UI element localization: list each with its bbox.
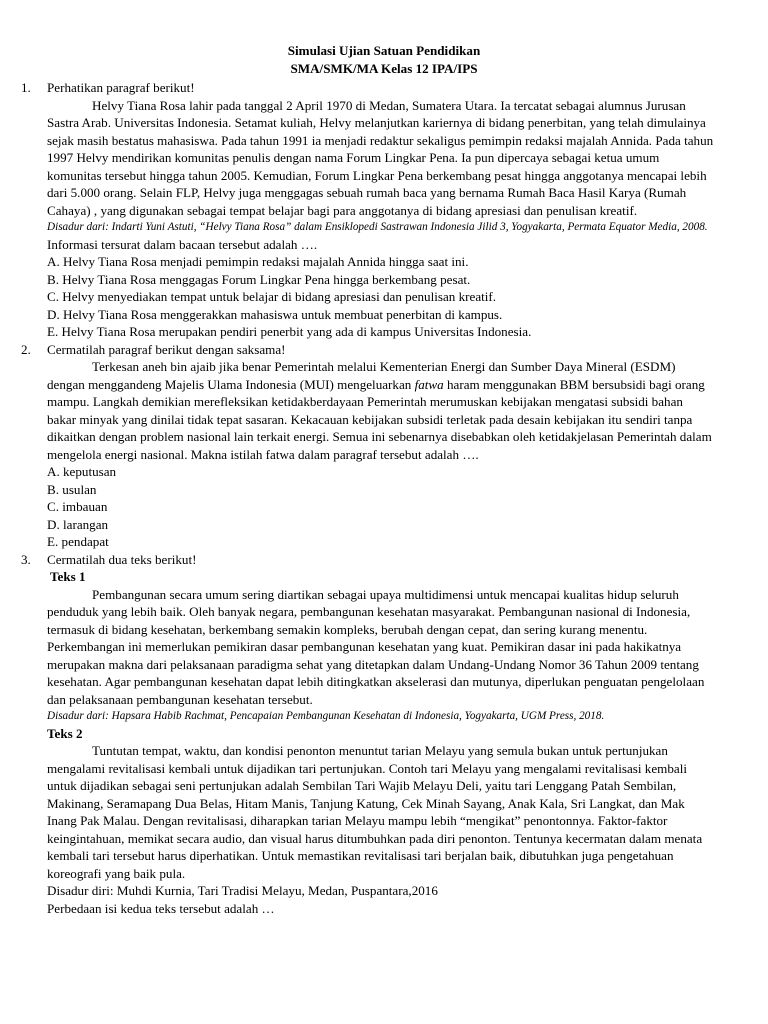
answer-option-c: C. Helvy menyediakan tempat untuk belajar di bidang apresiasi dan penulisan kreatif. bbox=[47, 289, 497, 304]
answer-option-c: C. imbauan bbox=[47, 499, 108, 514]
text-1-source: Disadur dari: Hapsara Habib Rachmat, Pencapaian Pembangunan Kesehatan di Indonesia, Yogyakarta, UGM Press, 2018. bbox=[47, 710, 605, 722]
answer-option-b: B. Helvy Tiana Rosa menggagas Forum Lingkar Pena hingga berkembang pesat. bbox=[47, 271, 471, 287]
question-list bbox=[21, 79, 715, 917]
answer-option-a: A. Helvy Tiana Rosa menjadi pemimpin redaksi majalah Annida hingga saat ini. bbox=[47, 254, 469, 269]
passage-text: haram menggunakan BBM bersubsidi bagi orang mampu. Langkah demikian merefleksikan ketidakberdayaan Pemerintah merumuskan kebijakan mengatasi subsidi bahan bakar minyak yang dinilai tidak tepat sasaran. Kekacauan kebijakan subsidi terletak pada desain kebijakan itu sendiri tanpa dikaitkan dengan problem nasional lain terkait energi. Semua ini sebenarnya disebabkan oleh ketidakjelasan Pemerintah dalam mengelola energi nasional. Makna istilah fatwa dalam paragraf tersebut adalah …. bbox=[47, 376, 712, 462]
question-text: Perbedaan isi kedua teks tersebut adalah … bbox=[47, 900, 275, 916]
question-prompt: Cermatilah dua teks berikut! bbox=[47, 551, 197, 567]
text-1-passage: Pembangunan secara umum sering diartikan sebagai upaya multidimensi untuk mencapai kualitas hidup seluruh penduduk yang lebih baik. Oleh banyak negara, pembangunan kesehatan masyarakat. Pembangunan nasional di Indonesia, termasuk di bidang kesehatan, berkembang semakin kompleks, berubah dengan cepat, dan sering kurang menentu. Perkembangan ini memerlukan pemikiran dasar pembangunan kesehatan yang kuat. Pemikiran dasar ini pada hakikatnya merupakan makna dari pelaksanaan paradigma sehat yang ditetapkan dalam Undang-Undang Nomor 36 Tahun 2009 tentang kesehatan. Agar pembangunan kesehatan dapat lebih ditingkatkan akselerasi dan mutunya, diperlukan penguatan pengelolaan dan pelaksanaan pembangunan kesehatan tersebut. bbox=[47, 586, 705, 707]
question-3 bbox=[21, 551, 715, 918]
answer-option-d: D. larangan bbox=[47, 516, 109, 532]
italic-term: fatwa bbox=[414, 376, 444, 392]
passage-source: Disadur dari: Indarti Yuni Astuti, “Helvy Tiana Rosa” dalam Ensiklopedi Sastrawan Indonesia Jilid 3, Yogyakarta, Permata Equator Media, 2008. bbox=[47, 221, 708, 233]
question-text: Informasi tersurat dalam bacaan tersebut adalah …. bbox=[47, 236, 318, 252]
reading-passage bbox=[47, 358, 715, 463]
question-1 bbox=[21, 79, 715, 341]
document-subtitle: SMA/SMK/MA Kelas 12 IPA/IPS bbox=[290, 60, 478, 76]
answer-option-b: B. usulan bbox=[47, 481, 97, 497]
answer-option-e: E. Helvy Tiana Rosa merupakan pendiri penerbit yang ada di kampus Universitas Indonesia. bbox=[47, 324, 532, 339]
text-2-passage: Tuntutan tempat, waktu, dan kondisi penonton menuntut tarian Melayu yang semula bukan untuk pertunjukan mengalami revitalisasi kembali untuk dijadikan tari pertunjukan. Contoh tari Melayu yang mengalami revitalisasi kembali untuk dijadikan sebagai seni pertunjukan adalah Sembilan Tari Wajib Melayu Deli, yaitu tari Lenggang Patah Sembilan, Makinang, Seramapang Dua Belas, Hitam Manis, Tanjung Katung, Cek Minah Sayang, Anak Kala, Sri Langkat, dan Mak Inang Pak Malau. Dengan revitalisasi, diharapkan tarian Melayu mampu lebih “mengikat” penontonnya. Faktor-faktor keingintahuan, memikat secara audio, dan visual harus ditumbuhkan pada diri penonton. Tentunya kecermatan dalam menata kembali tari tersebut harus diperhatikan. Untuk memastikan revitalisasi tari berjalan baik, dibutuhkan juga pengetahuan koreografi yang baik pula. bbox=[47, 743, 703, 881]
question-number: 2. bbox=[21, 341, 31, 357]
text-1-heading: Teks 1 bbox=[50, 569, 86, 584]
reading-passage: Helvy Tiana Rosa lahir pada tanggal 2 April 1970 di Medan, Sumatera Utara. Ia tercatat sebagai alumnus Jurusan Sastra Arab. Universitas Indonesia. Setamat kuliah, Helvy melanjutkan kariernya di bidang penerbitan, yang telah dimulainya sejak masih bestatus mahasiswa. Pada tahun 1991 ia menjadi redaktur sekaligus pemimpin redaksi majalah Annida. Pada tahun 1997 Helvy mendirikan komunitas penulis dengan nama Forum Lingkar Pena. Ia pun dipercaya sebagai ketua umum komunitas tersebut hingga tahun 2005. Kemudian, Forum Lingkar Pena berkembang pesat hingga anggotanya mencapai lebih dari 5.000 orang. Selain FLP, Helvy juga menggagas sebuah rumah baca yang bernama Rumah Baca Hasil Karya (Rumah Cahaya) , yang digunakan sebagai tempat belajar bagi para anggotanya di bidang apresiasi dan penulisan kreatif. bbox=[47, 97, 714, 218]
question-prompt: Cermatilah paragraf berikut dengan saksama! bbox=[47, 341, 286, 357]
question-number: 3. bbox=[21, 551, 31, 567]
passage-text: Terkesan aneh bin ajaib jika benar Pemerintah melalui Kementerian Energi dan Sumber Daya Mineral (ESDM) dengan menggandeng Majelis Ulama Indonesia (MUI) mengeluarkan bbox=[47, 359, 676, 392]
text-2-source: Disadur diri: Muhdi Kurnia, Tari Tradisi Melayu, Medan, Puspantara,2016 bbox=[47, 883, 438, 898]
document-title: Simulasi Ujian Satuan Pendidikan bbox=[287, 43, 481, 58]
answer-option-e: E. pendapat bbox=[47, 534, 109, 549]
question-prompt: Perhatikan paragraf berikut! bbox=[47, 80, 195, 95]
text-2-heading: Teks 2 bbox=[47, 725, 83, 741]
document-header bbox=[0, 42, 768, 77]
question-number: 1. bbox=[21, 80, 31, 95]
question-2 bbox=[21, 341, 715, 551]
answer-option-a: A. keputusan bbox=[47, 464, 117, 479]
answer-option-d: D. Helvy Tiana Rosa menggerakkan mahasiswa untuk membuat penerbitan di kampus. bbox=[47, 306, 503, 322]
